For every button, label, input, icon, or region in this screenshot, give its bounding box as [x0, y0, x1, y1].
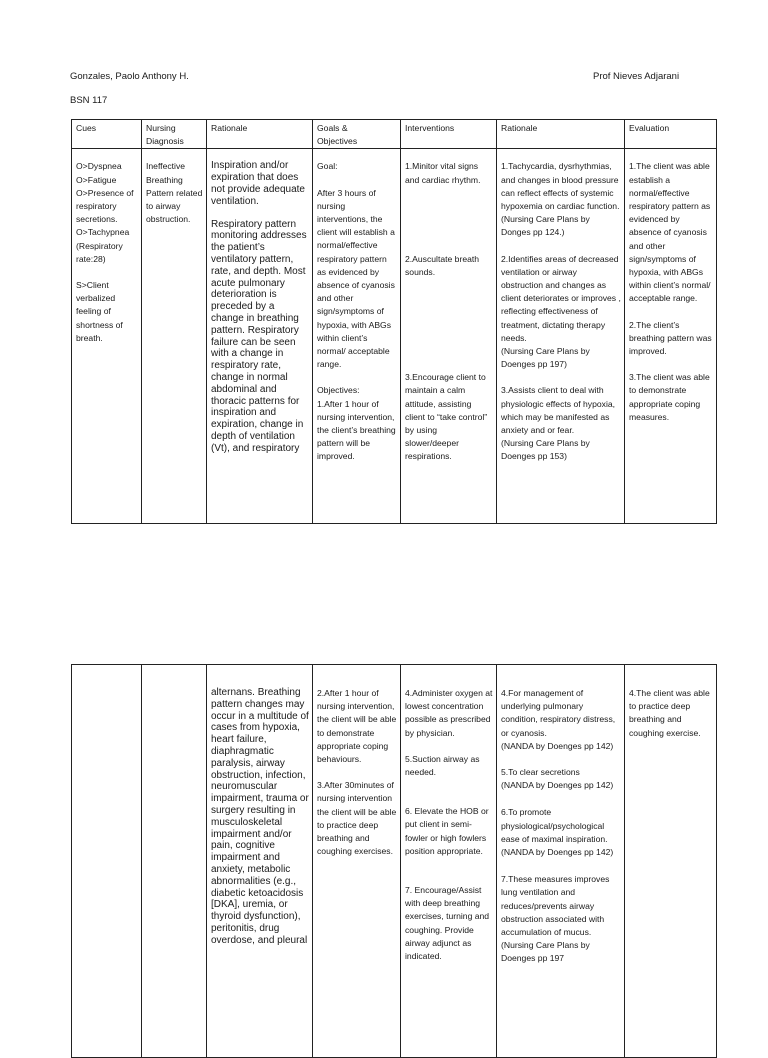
- table-row: [72, 149, 717, 524]
- student-name: Gonzales, Paolo Anthony H.: [70, 71, 189, 82]
- diagnosis-cell: [142, 665, 207, 1058]
- intervention-item: 2.Auscultate breath sounds.: [405, 253, 480, 278]
- column-header-cues: Cues: [72, 120, 142, 149]
- goal-heading: Goal:: [317, 161, 338, 172]
- rationale-paragraph: Respiratory pattern monitoring addresses the patient’s ventilatory pattern, rate, and depth. Most acute pulmonary deterioration is preceded by a change in breathing pattern. Respiratory failure can be seen with a change in respiratory rate, change in normal abdominal and thoracic patterns for inspiration and expiration, change in depth of ventilation (Vt), and respiratory: [211, 218, 307, 454]
- column-header-interventions: Interventions: [401, 120, 497, 149]
- evaluation-cell: [625, 149, 717, 524]
- rationale-paragraph: alternans. Breathing pattern changes may occur in a multitude of cases from hypoxia, heart failure, diaphragmatic paralysis, airway obstruction, infection, neuromuscular impairment, trauma or surgery resulting in musculoskeletal impairment and/or pain, cognitive impairment and anxiety, metabolic abnormalities (e.g., diabetic ketoacidosis [DKA], uremia, or thyroid dysfunction), peritonitis, drug overdose, and pleural: [211, 687, 309, 946]
- column-header-rationale: Rationale: [207, 120, 313, 149]
- care-plan-table-page1: [71, 119, 717, 524]
- care-plan-table-page2: [71, 664, 717, 1058]
- evaluation-item: 3.The client was able to demonstrate appropriate coping measures.: [629, 372, 710, 422]
- rationale-item: 7.These measures improves lung ventilation and reduces/prevents airway obstruction associated with accumulation of mucus. (Nursing Care Plans by Doenges pp 197: [501, 874, 610, 964]
- evaluation-cell: [625, 665, 717, 1058]
- rationale-cell: [207, 665, 313, 1058]
- objective-statement: 2.After 1 hour of nursing intervention, the client will be able to demonstrate appropriate coping behaviours.: [317, 688, 397, 765]
- column-header-diagnosis: Nursing Diagnosis: [142, 120, 207, 149]
- rationale-item: 2.Identifies areas of decreased ventilation or airway obstruction and changes as client deteriorates or improves , reflecting effectiveness of treatment, dictating therapy needs. (Nursing Care Plans by Doenges pp 197): [501, 253, 621, 370]
- rationale-item: 6.To promote physiological/psychological ease of maximal inspiration. (NANDA by Doenges pp 142): [501, 807, 614, 858]
- cues-cell: [72, 665, 142, 1058]
- professor-name: Prof Nieves Adjarani: [593, 71, 680, 82]
- goal-statement: After 3 hours of nursing interventions, the client will establish a normal/effective respiratory pattern as evidenced by absence of cyanosis and other sign/symptoms of hypoxia, with ABGs within client’s normal/ acceptable range.: [317, 187, 395, 370]
- rationale-2-cell: [497, 665, 625, 1058]
- intervention-item: 6. Elevate the HOB or put client in semi-fowler or high fowlers position appropriate.: [405, 806, 489, 856]
- rationale-item: 3.Assists client to deal with physiologic effects of hypoxia, which may be manifested as anxiety and or fear. (Nursing Care Plans by Doenges pp 153): [501, 385, 616, 462]
- objective-cues: O>Dyspnea O>Fatigue O>Presence of respiratory secretions. O>Tachypnea (Respiratory rate:28): [76, 161, 134, 264]
- table-header-row: [72, 120, 717, 149]
- intervention-item: 3.Encourage client to maintain a calm attitude, assisting client to “take control” by using slower/deeper respirations.: [405, 372, 488, 462]
- rationale-item: 5.To clear secretions (NANDA by Doenges pp 142): [501, 767, 614, 791]
- goals-cell: [313, 665, 401, 1058]
- diagnosis-cell: [142, 149, 207, 524]
- objective-statement: Objectives: 1.After 1 hour of nursing intervention, the client’s breathing pattern will be improved.: [317, 385, 396, 462]
- subjective-cues: S>Client verbalized feeling of shortness of breath.: [76, 280, 123, 343]
- objective-statement: 3.After 30minutes of nursing intervention the client will be able to practice deep breathing and coughing exercises.: [317, 780, 397, 857]
- intervention-item: 5.Suction airway as needed.: [405, 753, 480, 778]
- intervention-item: 1.Minitor vital signs and cardiac rhythm.: [405, 161, 481, 185]
- rationale-2-cell: [497, 149, 625, 524]
- interventions-cell: [401, 665, 497, 1058]
- intervention-item: 7. Encourage/Assist with deep breathing exercises, turning and coughing. Provide airway adjunct as indicated.: [405, 885, 490, 962]
- evaluation-item: 4.The client was able to practice deep breathing and coughing exercise.: [629, 688, 710, 738]
- intervention-item: 4.Administer oxygen at lowest concentration possible as prescribed by physician.: [405, 688, 493, 738]
- section-label: BSN 117: [70, 95, 108, 106]
- evaluation-item: 2.The client’s breathing pattern was improved.: [629, 319, 712, 357]
- rationale-item: 4.For management of underlying pulmonary condition, respiratory distress, or cyanosis. (NANDA by Doenges pp 142): [501, 688, 616, 751]
- rationale-item: 1.Tachycardia, dysrhythmias, and changes in blood pressure can reflect effects of systemic hypoxemia on cardiac function. (Nursing Care Plans by Donges pp 124.): [501, 161, 620, 238]
- column-header-rationale-2: Rationale: [497, 120, 625, 149]
- evaluation-item: 1.The client was able establish a normal/effective respiratory pattern as evidenced by absence of cyanosis and other sign/symptoms of hypoxia, with ABGs within client’s normal/ acceptable range.: [629, 161, 711, 304]
- column-header-evaluation: Evaluation: [625, 120, 717, 149]
- nursing-diagnosis: Ineffective Breathing Pattern related to airway obstruction.: [146, 161, 203, 225]
- interventions-cell: [401, 149, 497, 524]
- table-row: [72, 665, 717, 1058]
- rationale-paragraph: Inspiration and/or expiration that does not provide adequate ventilation.: [211, 160, 305, 207]
- rationale-cell: [207, 149, 313, 524]
- cues-cell: [72, 149, 142, 524]
- goals-cell: [313, 149, 401, 524]
- column-header-goals: Goals & Objectives: [313, 120, 401, 149]
